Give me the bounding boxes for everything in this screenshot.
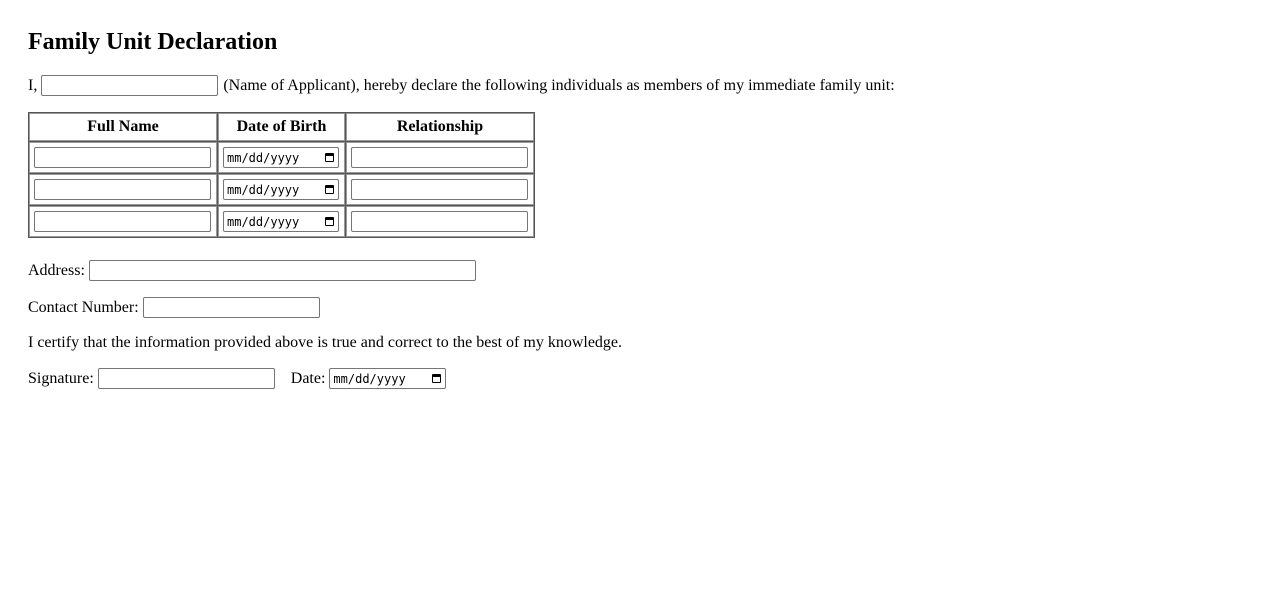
header-full-name: Full Name — [29, 113, 218, 142]
table-header-row — [29, 113, 535, 142]
signature-line — [28, 368, 446, 389]
full-name-input[interactable] — [34, 147, 211, 168]
certification-text: I certify that the information provided above is true and correct to the best of my knowledge. — [28, 334, 623, 351]
declaration-suffix: (Name of Applicant), hereby declare the following individuals as members of my immediate family unit: — [223, 76, 895, 94]
relationship-input[interactable] — [351, 211, 528, 232]
contact-number-input[interactable] — [143, 297, 320, 318]
contact-label: Contact Number: — [28, 298, 139, 316]
header-date-of-birth: Date of Birth — [218, 113, 346, 142]
dob-cell — [218, 142, 346, 174]
dob-input[interactable] — [223, 147, 339, 168]
table-row — [29, 142, 535, 174]
header-relationship: Relationship — [346, 113, 535, 142]
calendar-icon[interactable] — [432, 374, 441, 383]
table-row — [29, 206, 535, 238]
date-placeholder: mm/dd/yyyy — [333, 371, 406, 386]
address-input[interactable] — [89, 260, 476, 281]
signature-label: Signature: — [28, 369, 94, 387]
calendar-icon[interactable] — [325, 217, 334, 226]
date-label: Date: — [290, 369, 326, 387]
dob-cell — [218, 206, 346, 238]
address-line — [28, 260, 476, 281]
dob-placeholder: mm/dd/yyyy — [227, 214, 300, 229]
calendar-icon[interactable] — [325, 153, 334, 162]
table-row — [29, 174, 535, 206]
full-name-input[interactable] — [34, 211, 211, 232]
calendar-icon[interactable] — [325, 185, 334, 194]
page-title: Family Unit Declaration — [28, 29, 278, 55]
relationship-cell — [346, 206, 535, 238]
dob-input[interactable] — [223, 211, 339, 232]
contact-line — [28, 297, 320, 318]
signature-input[interactable] — [98, 368, 275, 389]
full-name-cell — [29, 174, 218, 206]
full-name-input[interactable] — [34, 179, 211, 200]
certification-line — [28, 333, 622, 353]
relationship-input[interactable] — [351, 147, 528, 168]
dob-input[interactable] — [223, 179, 339, 200]
dob-placeholder: mm/dd/yyyy — [227, 182, 300, 197]
address-label: Address: — [28, 261, 85, 279]
full-name-cell — [29, 206, 218, 238]
declaration-prefix: I, — [28, 76, 38, 94]
date-input[interactable] — [329, 368, 446, 389]
relationship-cell — [346, 142, 535, 174]
dob-cell — [218, 174, 346, 206]
family-members-table — [28, 112, 535, 238]
dob-placeholder: mm/dd/yyyy — [227, 150, 300, 165]
applicant-name-input[interactable] — [41, 75, 218, 96]
full-name-cell — [29, 142, 218, 174]
relationship-cell — [346, 174, 535, 206]
relationship-input[interactable] — [351, 179, 528, 200]
declaration-line — [28, 75, 895, 96]
